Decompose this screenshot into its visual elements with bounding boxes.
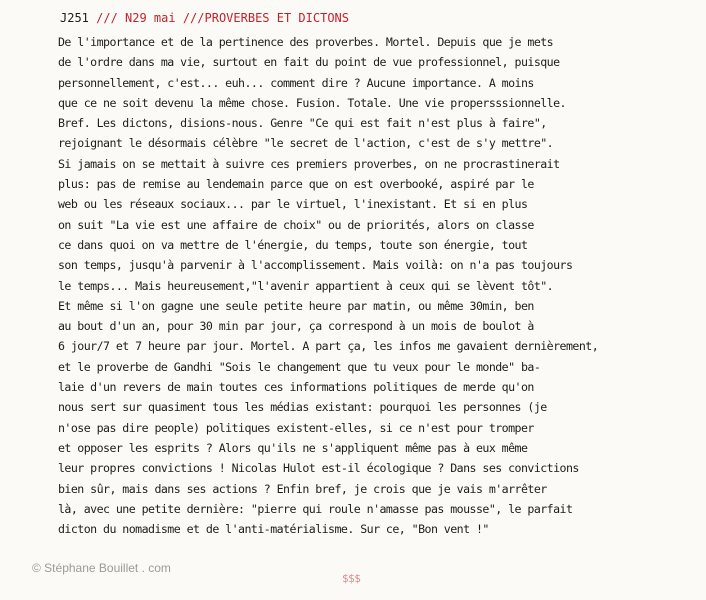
text-line: Bref. Les dictons, disions-nous. Genre "Ce qui est fait n'est plus à faire",	[58, 116, 547, 131]
text-line: que ce ne soit devenu la même chose. Fusion. Totale. Une vie propersssionnelle.	[58, 95, 566, 110]
text-line: nous sert sur quasiment tous les médias existant: pourquoi les personnes (je	[58, 400, 547, 415]
entry-body	[58, 32, 698, 539]
text-line: n'ose pas dire people) politiques existent-elles, si ce n'est pour tromper	[58, 420, 534, 435]
text-line: le temps... Mais heureusement,"l'avenir appartient à ceux qui se lèvent tôt".	[58, 278, 554, 293]
red-stamp: $$$	[342, 572, 361, 585]
text-line: dicton du nomadisme et de l'anti-matérialisme. Sur ce, "Bon vent !"	[58, 522, 489, 537]
text-line: bien sûr, mais dans ses actions ? Enfin bref, je crois que je vais m'arrêter	[58, 481, 547, 496]
text-line: son temps, jusqu'à parvenir à l'accomplissement. Mais voilà: on n'a pas toujours	[58, 258, 573, 273]
entry-reference: J251	[60, 11, 89, 25]
text-line: leur propres convictions ! Nicolas Hulot est-il écologique ? Dans ses convictions	[58, 461, 579, 476]
copyright-watermark: © Stéphane Bouillet . com	[32, 561, 171, 575]
text-line: ce dans quoi on va mettre de l'énergie, du temps, toute son énergie, tout	[58, 237, 528, 252]
text-line: personnellement, c'est... euh... comment dire ? Aucune importance. A moins	[58, 75, 534, 90]
text-line: là, avec une petite dernière: "pierre qui roule n'amasse pas mousse", le parfait	[58, 501, 573, 516]
text-line: on suit "La vie est une affaire de choix" ou de priorités, alors on classe	[58, 217, 534, 232]
entry-header	[60, 10, 349, 26]
text-line: au bout d'un an, pour 30 min par jour, ça correspond à un mois de boulot à	[58, 319, 534, 334]
text-line: rejoignant le désormais célèbre "le secret de l'action, c'est de s'y mettre".	[58, 136, 554, 151]
text-line: web ou les réseaux sociaux... par le virtuel, l'inexistant. Et si en plus	[58, 197, 528, 212]
text-line: Et même si l'on gagne une seule petite heure par matin, ou même 30min, ben	[58, 298, 534, 313]
text-line: 6 jour/7 et 7 heure par jour. Mortel. A part ça, les infos me gavaient dernièrement,	[58, 339, 599, 354]
text-line: Si jamais on se mettait à suivre ces premiers proverbes, on ne procrastinerait	[58, 156, 560, 171]
text-line: plus: pas de remise au lendemain parce que on est overbooké, aspiré par le	[58, 177, 534, 192]
text-line: et opposer les esprits ? Alors qu'ils ne s'appliquent même pas à eux même	[58, 440, 528, 455]
text-line: de l'ordre dans ma vie, surtout en fait du point de vue professionnel, puisque	[58, 55, 560, 70]
text-line: et le proverbe de Gandhi "Sois le changement que tu veux pour le monde" ba-	[58, 359, 541, 374]
text-line: laie d'un revers de main toutes ces informations politiques de merde qu'on	[58, 380, 534, 395]
text-line: De l'importance et de la pertinence des proverbes. Mortel. Depuis que je mets	[58, 35, 554, 49]
entry-title: /// N29 mai ///PROVERBES ET DICTONS	[88, 11, 349, 25]
